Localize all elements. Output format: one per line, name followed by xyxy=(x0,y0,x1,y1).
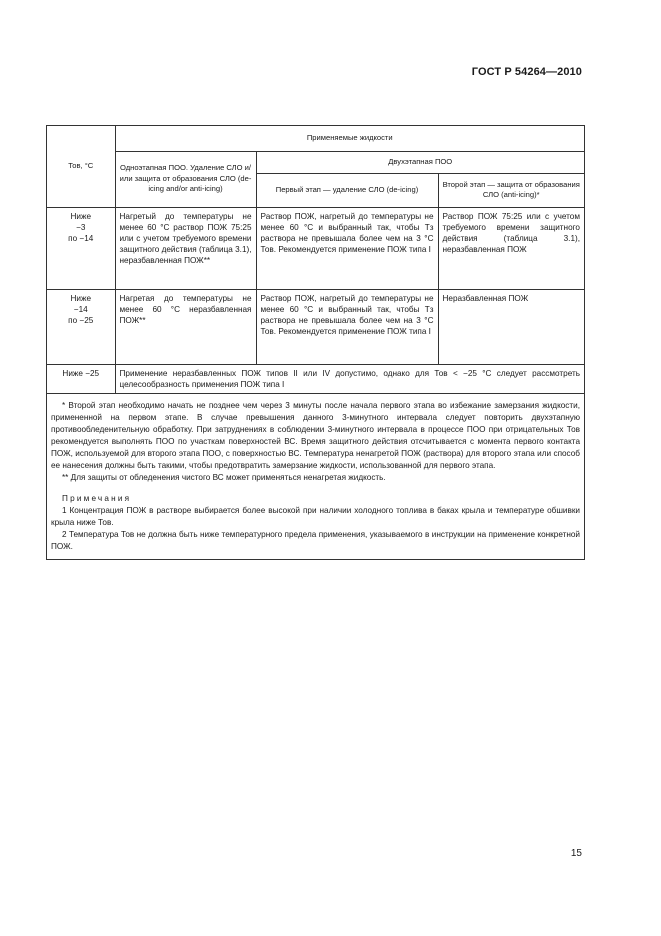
temp-line: по −14 xyxy=(68,233,94,243)
temp-line: Ниже xyxy=(70,293,92,303)
row-temperature: Ниже −25 xyxy=(47,364,115,393)
footnotes-section xyxy=(47,394,584,559)
footnote-2: ** Для защиты от обледенения чистого ВС может применяться ненагретая жидкость. xyxy=(62,472,386,482)
footnote-1: * Второй этап необходимо начать не позднее чем через 3 минуты после начала первого этапа во избежание замерзания жидкости, примененной на первом этапе. В случае превышения данного 3-минутного интервала следует повторить двухэтапную противообледенительную обработку. При затруднениях в соблюдении 3-минутного интервала в процессе ПОО при отрицательных Тов рекомендуется выполнять ПОО по участкам поверхностей ВС. Время защитного действия отсчитывается с момента первого контакта ПОЖ, используемой для второго этапа ПОО, с поверхностью ВС. Температура ненагретой ПОЖ (раствора) для второго этапа или способ ее нанесения должны быть такими, чтобы предотвратить замерзание жидкости, использованной для первого этапа. xyxy=(51,400,580,470)
cell-merged: Применение неразбавленных ПОЖ типов II или IV допустимо, однако для Тов < −25 °С следует рассмотреть целесообразность применения ПОЖ типа I xyxy=(115,364,584,393)
header-step1: Первый этап — удаление СЛО (de-icing) xyxy=(256,173,438,207)
header-fluids: Применяемые жидкости xyxy=(115,126,584,151)
cell-step2: Неразбавленная ПОЖ xyxy=(438,289,584,364)
temp-line: по −25 xyxy=(68,315,94,325)
temp-line: −3 xyxy=(76,222,86,232)
header-step2: Второй этап — защита от образования СЛО (anti-icing)* xyxy=(438,173,584,207)
cell-step2: Раствор ПОЖ 75:25 или с учетом требуемого времени защитного действия (таблица 3.1), неразбавленная ПОЖ xyxy=(438,207,584,289)
temp-line: Ниже xyxy=(70,211,92,221)
cell-one-step: Нагретая до температуры не менее 60 °С неразбавленная ПОЖ** xyxy=(115,289,256,364)
page-number: 15 xyxy=(570,848,582,859)
header-one-step: Одноэтапная ПОО. Удаление СЛО и/или защита от образования СЛО (de-icing and/or anti-icing) xyxy=(115,151,256,207)
fluids-table xyxy=(47,126,584,394)
table-row xyxy=(47,364,584,393)
fluids-table-frame xyxy=(46,125,585,560)
header-temperature: Тов, °С xyxy=(47,126,115,207)
cell-step1: Раствор ПОЖ, нагретый до температуры не менее 60 °С и выбранный так, чтобы Тз раствора не превышала более чем на 3 °С Тов. Рекомендуется применение ПОЖ типа I xyxy=(256,289,438,364)
header-two-step: Двухэтапная ПОО xyxy=(256,151,584,173)
temp-line: −14 xyxy=(73,304,88,314)
cell-one-step: Нагретый до температуры не менее 60 °С раствор ПОЖ 75:25 или с учетом требуемого времени защитного действия (таблица 3.1), неразбавленная ПОЖ** xyxy=(115,207,256,289)
row-temperature xyxy=(47,289,115,364)
table-row xyxy=(47,289,584,364)
note-1: 1 Концентрация ПОЖ в растворе выбирается более высокой при наличии холодного топлива в баках крыла и температуре обшивки крыла ниже Тов. xyxy=(51,505,580,527)
cell-step1: Раствор ПОЖ, нагретый до температуры не менее 60 °С и выбранный так, чтобы Тз раствора не превышала более чем на 3 °С Тов. Рекомендуется применение ПОЖ типа I xyxy=(256,207,438,289)
notes-title: Примечания xyxy=(62,493,132,503)
row-temperature xyxy=(47,207,115,289)
note-2: 2 Температура Тов не должна быть ниже температурного предела применения, указываемого в инструкции на применение конкретной ПОЖ. xyxy=(51,529,580,551)
table-row xyxy=(47,207,584,289)
standard-number: ГОСТ Р 54264—2010 xyxy=(471,66,582,78)
